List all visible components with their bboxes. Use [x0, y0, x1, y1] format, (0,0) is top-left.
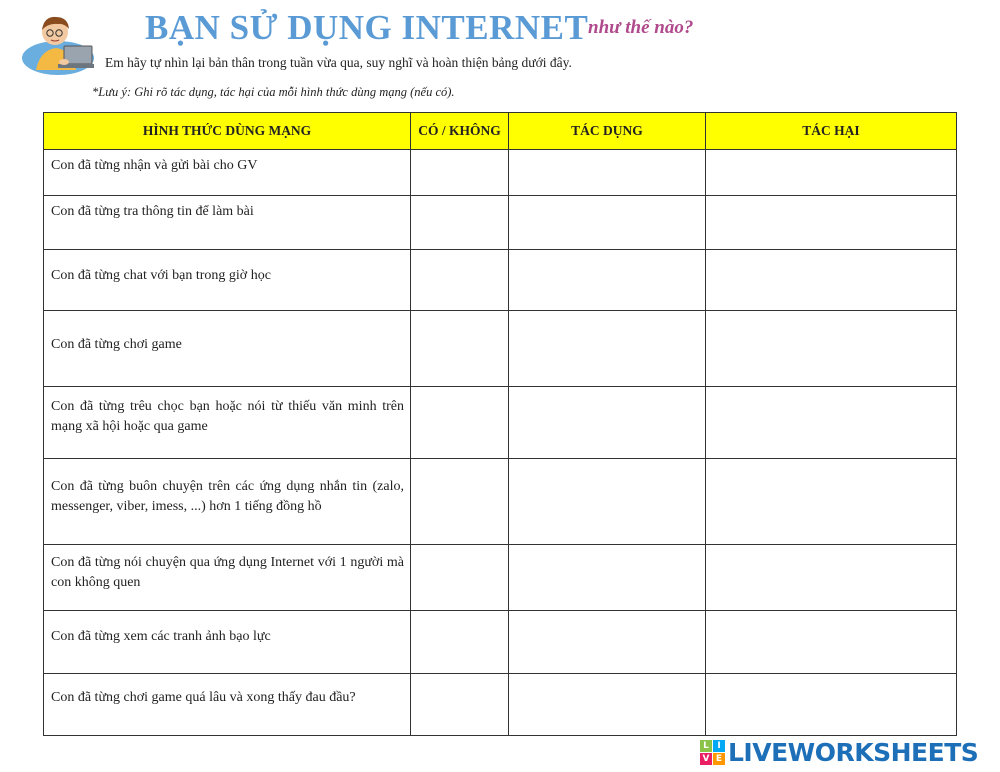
person-at-laptop-illustration	[18, 10, 96, 76]
table-row	[44, 196, 957, 250]
usage-question: Con đã từng chơi game quá lâu và xong thấy đau đầu?	[44, 674, 411, 736]
note-text: *Lưu ý: Ghi rõ tác dụng, tác hại của mỗi hình thức dùng mạng (nếu có).	[92, 85, 455, 99]
table-row	[44, 545, 957, 611]
benefit-answer-cell[interactable]	[509, 611, 706, 674]
table-row	[44, 250, 957, 311]
benefit-answer-cell[interactable]	[509, 387, 706, 459]
benefit-answer-cell[interactable]	[509, 150, 706, 196]
yes-no-answer-cell[interactable]	[411, 387, 509, 459]
yes-no-answer-cell[interactable]	[411, 674, 509, 736]
benefit-answer-cell[interactable]	[509, 545, 706, 611]
usage-question: Con đã từng tra thông tin để làm bài	[44, 196, 411, 250]
table-header-row	[44, 113, 957, 150]
logo-text: LIVEWORKSHEETS	[728, 737, 979, 767]
column-header-benefit: TÁC DỤNG	[509, 113, 706, 150]
harm-answer-cell[interactable]	[706, 196, 957, 250]
harm-answer-cell[interactable]	[706, 611, 957, 674]
usage-question: Con đã từng trêu chọc bạn hoặc nói từ thiếu văn minh trên mạng xã hội hoặc qua game	[44, 387, 411, 459]
column-header-form: HÌNH THỨC DÙNG MẠNG	[44, 113, 411, 150]
usage-question: Con đã từng nhận và gửi bài cho GV	[44, 150, 411, 196]
yes-no-answer-cell[interactable]	[411, 250, 509, 311]
yes-no-answer-cell[interactable]	[411, 459, 509, 545]
usage-question: Con đã từng buôn chuyện trên các ứng dụng nhắn tin (zalo, messenger, viber, imess, ...) hơn 1 tiếng đồng hồ	[44, 459, 411, 545]
usage-question: Con đã từng chat với bạn trong giờ học	[44, 250, 411, 311]
yes-no-answer-cell[interactable]	[411, 196, 509, 250]
yes-no-answer-cell[interactable]	[411, 545, 509, 611]
table-row	[44, 459, 957, 545]
table-row	[44, 674, 957, 736]
table-row	[44, 311, 957, 387]
liveworksheets-logo	[700, 737, 978, 767]
column-header-yes-no: CÓ / KHÔNG	[411, 113, 509, 150]
harm-answer-cell[interactable]	[706, 311, 957, 387]
column-header-harm: TÁC HẠI	[706, 113, 957, 150]
yes-no-answer-cell[interactable]	[411, 311, 509, 387]
logo-block-e: E	[713, 753, 725, 765]
usage-question: Con đã từng nói chuyện qua ứng dụng Internet với 1 người mà con không quen	[44, 545, 411, 611]
harm-answer-cell[interactable]	[706, 545, 957, 611]
logo-blocks-icon	[700, 740, 725, 765]
logo-block-i: I	[713, 740, 725, 752]
page-subtitle: như thế nào?	[588, 17, 694, 38]
harm-answer-cell[interactable]	[706, 387, 957, 459]
logo-block-l: L	[700, 740, 712, 752]
usage-question: Con đã từng chơi game	[44, 311, 411, 387]
yes-no-answer-cell[interactable]	[411, 611, 509, 674]
harm-answer-cell[interactable]	[706, 459, 957, 545]
harm-answer-cell[interactable]	[706, 250, 957, 311]
benefit-answer-cell[interactable]	[509, 459, 706, 545]
harm-answer-cell[interactable]	[706, 674, 957, 736]
usage-question: Con đã từng xem các tranh ảnh bạo lực	[44, 611, 411, 674]
table-row	[44, 611, 957, 674]
benefit-answer-cell[interactable]	[509, 250, 706, 311]
table-row	[44, 387, 957, 459]
table-row	[44, 150, 957, 196]
logo-block-v: V	[700, 753, 712, 765]
benefit-answer-cell[interactable]	[509, 311, 706, 387]
instruction-text: Em hãy tự nhìn lại bản thân trong tuần vừa qua, suy nghĩ và hoàn thiện bảng dưới đây.	[105, 55, 572, 70]
page-title: BẠN SỬ DỤNG INTERNET	[145, 8, 589, 47]
harm-answer-cell[interactable]	[706, 150, 957, 196]
yes-no-answer-cell[interactable]	[411, 150, 509, 196]
benefit-answer-cell[interactable]	[509, 674, 706, 736]
benefit-answer-cell[interactable]	[509, 196, 706, 250]
internet-usage-table	[43, 112, 957, 736]
